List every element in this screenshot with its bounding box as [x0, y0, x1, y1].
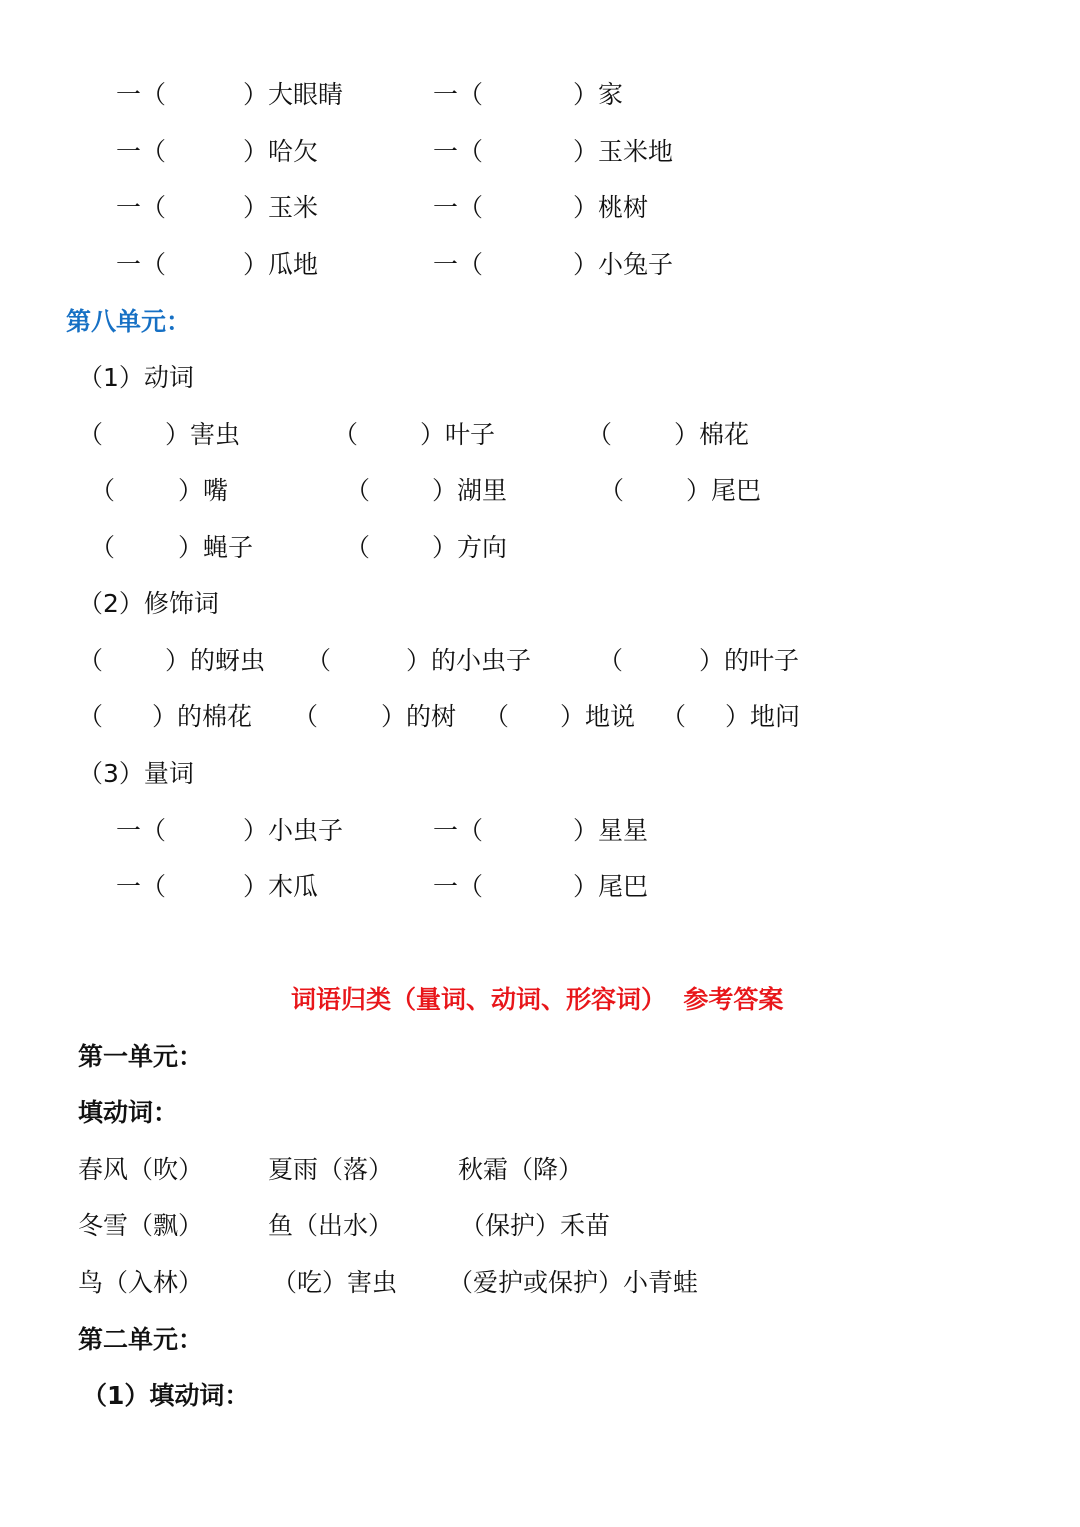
blank-prefix: 一（ [116, 250, 167, 279]
word-suffix: ）方向 [432, 533, 508, 562]
answer-item: 鱼（出水） [268, 1211, 394, 1240]
word-suffix: ）蝇子 [178, 533, 254, 562]
answer-item: 春风（吹） [78, 1155, 204, 1184]
word-suffix: ）桃树 [573, 193, 649, 222]
word-suffix: ）哈欠 [243, 137, 319, 166]
blank-open: （ [90, 476, 116, 505]
word-suffix: ）木瓜 [243, 872, 319, 901]
unit1-heading: 第一单元： [78, 1042, 204, 1071]
blank-prefix: 一（ [433, 872, 484, 901]
blank-open: （ [587, 420, 613, 449]
unit8-heading: 第八单元： [66, 307, 192, 336]
blank-open: （ [78, 646, 104, 675]
word-suffix: ）玉米 [243, 193, 319, 222]
fill-verbs-heading: 填动词： [78, 1098, 179, 1127]
blank-prefix: 一（ [116, 137, 167, 166]
blank-prefix: 一（ [116, 816, 167, 845]
word-suffix: ）瓜地 [243, 250, 319, 279]
word-suffix: ）的叶子 [699, 646, 800, 675]
blank-prefix: 一（ [433, 816, 484, 845]
word-suffix: ）地问 [725, 702, 801, 731]
unit2-heading: 第二单元： [78, 1325, 204, 1354]
word-suffix: ）害虫 [165, 420, 241, 449]
blank-open: （ [78, 702, 104, 731]
blank-open: （ [345, 476, 371, 505]
word-suffix: ）的蚜虫 [165, 646, 266, 675]
blank-open: （ [90, 533, 116, 562]
unit2-subheading: （1）填动词： [82, 1381, 250, 1410]
blank-open: （ [306, 646, 332, 675]
word-suffix: ）地说 [560, 702, 636, 731]
blank-open: （ [598, 646, 624, 675]
word-suffix: ）的树 [381, 702, 457, 731]
blank-open: （ [661, 702, 687, 731]
word-suffix: ）叶子 [420, 420, 496, 449]
word-suffix: ）棉花 [674, 420, 750, 449]
blank-prefix: 一（ [433, 193, 484, 222]
word-suffix: ）嘴 [178, 476, 229, 505]
blank-open: （ [293, 702, 319, 731]
answer-item: 冬雪（飘） [78, 1211, 204, 1240]
modifiers-label: （2）修饰词 [78, 589, 219, 618]
word-suffix: ）的棉花 [152, 702, 253, 731]
blank-prefix: 一（ [116, 193, 167, 222]
answers-title: 词语归类（量词、动词、形容词） 参考答案 [291, 985, 784, 1014]
measure-label: （3）量词 [78, 759, 194, 788]
word-suffix: ）湖里 [432, 476, 508, 505]
word-suffix: ）尾巴 [573, 872, 649, 901]
blank-open: （ [484, 702, 510, 731]
blank-prefix: 一（ [433, 250, 484, 279]
word-suffix: ）小虫子 [243, 816, 344, 845]
answer-item: （吃）害虫 [272, 1268, 398, 1297]
answer-item: （保护）禾苗 [460, 1211, 611, 1240]
blank-prefix: 一（ [433, 137, 484, 166]
blank-prefix: 一（ [116, 872, 167, 901]
blank-open: （ [599, 476, 625, 505]
blank-prefix: 一（ [116, 80, 167, 109]
answer-item: 鸟（入林） [78, 1268, 204, 1297]
word-suffix: ）尾巴 [686, 476, 762, 505]
blank-open: （ [78, 420, 104, 449]
answer-item: 夏雨（落） [268, 1155, 394, 1184]
word-suffix: ）星星 [573, 816, 649, 845]
word-suffix: ）家 [573, 80, 624, 109]
blank-open: （ [345, 533, 371, 562]
blank-prefix: 一（ [433, 80, 484, 109]
answer-item: 秋霜（降） [458, 1155, 584, 1184]
verbs-label: （1）动词 [78, 363, 194, 392]
answer-item: （爱护或保护）小青蛙 [448, 1268, 699, 1297]
word-suffix: ）小兔子 [573, 250, 674, 279]
blank-open: （ [333, 420, 359, 449]
word-suffix: ）大眼睛 [243, 80, 344, 109]
word-suffix: ）的小虫子 [406, 646, 532, 675]
word-suffix: ）玉米地 [573, 137, 674, 166]
